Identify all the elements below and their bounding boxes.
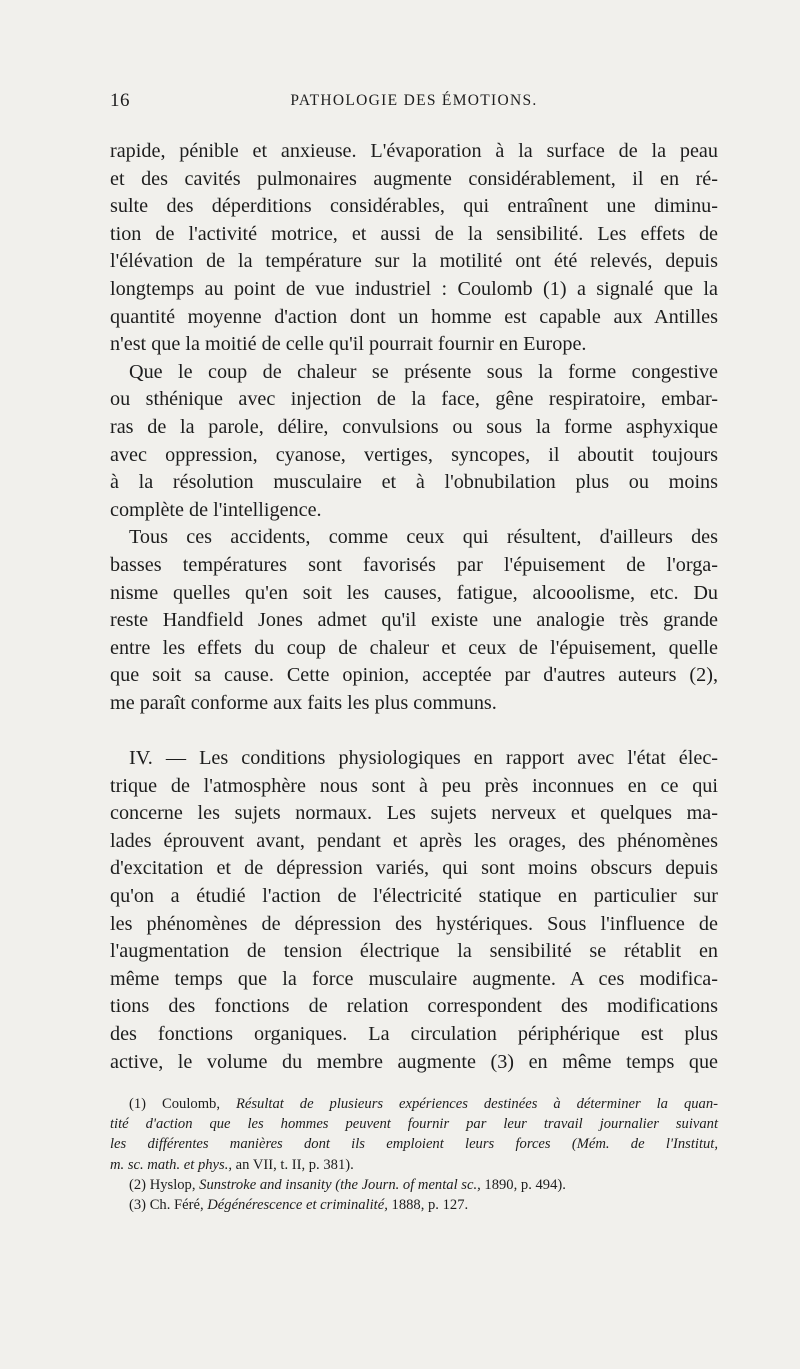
- text-line: me paraît conforme aux faits les plus communs.: [110, 691, 497, 714]
- text-line: rapide, pénible et anxieuse. L'évaporation à la surface de la peau: [110, 140, 718, 162]
- footnote-title: tité d'action que les hommes peuvent fournir par leur travail journalier suivant: [110, 1116, 718, 1133]
- footnote-line: [110, 1175, 718, 1195]
- body-text: [110, 138, 718, 1076]
- footnote-3: [110, 1195, 718, 1215]
- text-line: des fonctions organiques. La circulation périphérique est plus: [110, 1023, 718, 1045]
- footnote-ref: 1890, p. 494).: [484, 1176, 566, 1193]
- text-line: entre les effets du coup de chaleur et ceux de l'épuisement, quelle: [110, 636, 718, 659]
- footnotes: [110, 1094, 718, 1215]
- footnote-line: [110, 1094, 718, 1114]
- text-line: trique de l'atmosphère nous sont à peu près inconnues en ce qui: [110, 774, 718, 797]
- text-line: sulte des déperditions considérables, qui entraînent une diminu-: [110, 195, 718, 218]
- footnote-journal: (Mém. de l'Institut,: [571, 1136, 718, 1153]
- text-line: à la résolution musculaire et à l'obnubilation plus ou moins: [110, 471, 718, 494]
- text-line: tions des fonctions de relation correspondent des modifications: [110, 995, 718, 1018]
- footnote-author: Coulomb,: [162, 1096, 220, 1112]
- page-number: 16: [110, 90, 130, 111]
- text-line: quantité moyenne d'action dont un homme est capable aux Antilles: [110, 305, 718, 328]
- footnote-marker: (3): [129, 1196, 147, 1213]
- footnote-title: Dégénérescence et criminalité,: [207, 1196, 388, 1213]
- footnote-marker: (2): [129, 1176, 147, 1193]
- text-line: concerne les sujets normaux. Les sujets nerveux et quelques ma-: [110, 802, 718, 825]
- page-header: [110, 90, 718, 116]
- footnote-ref: 1888, p. 127.: [391, 1196, 469, 1213]
- text-line: tion de l'activité motrice, et aussi de la sensibilité. Les effets de: [110, 222, 718, 245]
- section-gap: [110, 717, 718, 745]
- footnote-title: les différentes manières dont ils emploient leurs forces: [110, 1136, 551, 1153]
- text-line: active, le volume du membre augmente (3) en même temps que: [110, 1050, 718, 1073]
- text-line: et des cavités pulmonaires augmente considérablement, il en ré-: [110, 167, 718, 190]
- footnote-title: Sunstroke and insanity: [199, 1176, 332, 1193]
- text-line: l'élévation de la température sur la motilité ont été relevés, depuis: [110, 250, 718, 273]
- footnote-author: Ch. Féré,: [149, 1196, 204, 1213]
- footnote-author: Hyslop,: [149, 1176, 196, 1193]
- footnote-title: Résultat de plusieurs expériences destinées à déterminer la quan-: [235, 1096, 718, 1112]
- footnote-line: [110, 1155, 718, 1175]
- text-line: longtemps au point de vue industriel : Coulomb (1) a signalé que la: [110, 277, 718, 300]
- paragraph: [110, 359, 718, 525]
- text-line: ras de la parole, délire, convulsions ou sous la forme asphyxique: [110, 415, 718, 438]
- running-title: PATHOLOGIE DES ÉMOTIONS.: [290, 92, 538, 109]
- paragraph: [110, 138, 718, 359]
- footnote-line: [110, 1134, 718, 1154]
- text-line: reste Handfield Jones admet qu'il existe une analogie très grande: [110, 609, 718, 632]
- footnote-journal: (the Journ. of mental sc.,: [335, 1176, 481, 1193]
- paragraph: [110, 745, 718, 1076]
- text-line: d'excitation et de dépression variés, qui sont moins obscurs depuis: [110, 857, 718, 880]
- footnote-marker: (1): [129, 1096, 147, 1112]
- text-line: même temps que la force musculaire augmente. A ces modifica-: [110, 967, 718, 990]
- text-line: complète de l'intelligence.: [110, 498, 322, 521]
- text-line: IV. — Les conditions physiologiques en rapport avec l'état élec-: [129, 747, 718, 770]
- footnote-ref: an VII, t. II, p. 381).: [235, 1156, 354, 1173]
- footnote-1: [110, 1094, 718, 1175]
- text-line: lades éprouvent avant, pendant et après les orages, des phénomènes: [110, 829, 718, 852]
- footnote-journal: m. sc. math. et phys.,: [110, 1156, 233, 1173]
- text-line: Tous ces accidents, comme ceux qui résultent, d'ailleurs des: [129, 526, 718, 549]
- paragraph: [110, 524, 718, 717]
- text-line: basses températures sont favorisés par l'épuisement de l'orga-: [110, 553, 718, 576]
- text-line: les phénomènes de dépression des hystériques. Sous l'influence de: [110, 912, 718, 935]
- footnote-2: [110, 1175, 718, 1195]
- text-line: que soit sa cause. Cette opinion, acceptée par d'autres auteurs (2),: [110, 664, 718, 687]
- text-line: nisme quelles qu'en soit les causes, fatigue, alcooolisme, etc. Du: [110, 581, 718, 604]
- text-line: l'augmentation de tension électrique la sensibilité se rétablit en: [110, 940, 718, 963]
- text-line: ou sthénique avec injection de la face, gêne respiratoire, embar-: [110, 388, 718, 411]
- footnote-line: [110, 1114, 718, 1134]
- text-line: Que le coup de chaleur se présente sous la forme congestive: [129, 360, 718, 383]
- text-line: n'est que la moitié de celle qu'il pourrait fournir en Europe.: [110, 333, 587, 356]
- text-line: qu'on a étudié l'action de l'électricité statique en particulier sur: [110, 885, 718, 908]
- footnote-line: [110, 1195, 718, 1215]
- text-line: avec oppression, cyanose, vertiges, syncopes, il aboutit toujours: [110, 443, 718, 466]
